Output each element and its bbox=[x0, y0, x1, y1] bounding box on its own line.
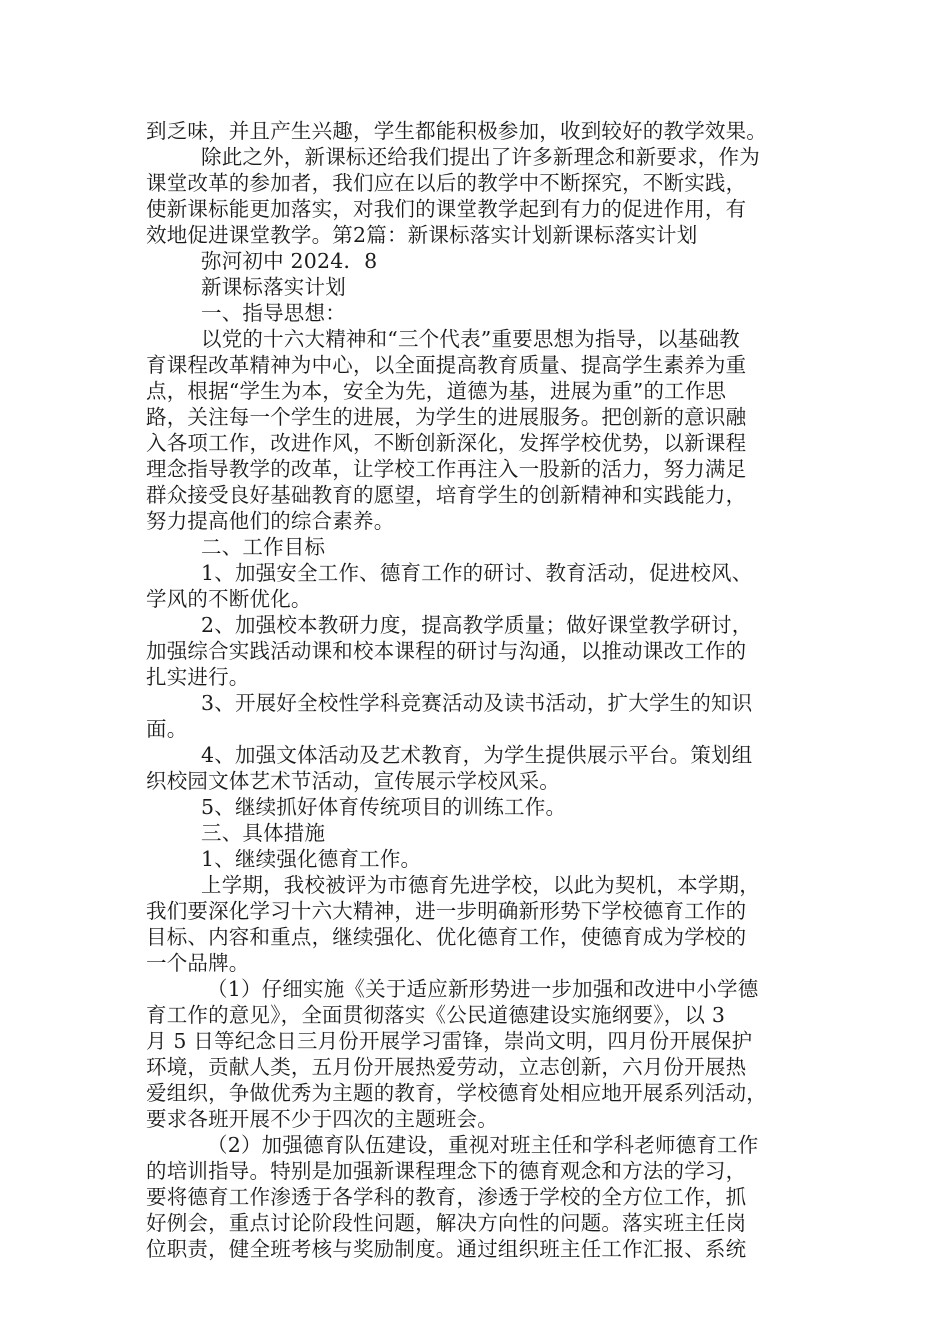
school-date-line: 弥河初中 2024．8 bbox=[201, 249, 378, 273]
text-line: 加强综合实践活动课和校本课程的研讨与沟通，以推动课改工作的 bbox=[146, 639, 747, 663]
text-line: 扎实进行。 bbox=[146, 665, 250, 689]
text-line: 育课程改革精神为中心，以全面提高教育质量、提高学生素养为重 bbox=[146, 353, 747, 377]
section-heading: 三、具体措施 bbox=[201, 821, 326, 845]
text-line: 学风的不断优化。 bbox=[146, 587, 312, 611]
text-line: 努力提高他们的综合素养。 bbox=[146, 509, 395, 533]
text-line: 月 5 日等纪念日三月份开展学习雷锋，崇尚文明，四月份开展保护 bbox=[146, 1029, 753, 1053]
plan-title: 新课标落实计划 bbox=[201, 275, 346, 299]
text-line: 好例会，重点讨论阶段性问题，解决方向性的问题。落实班主任岗 bbox=[146, 1211, 747, 1235]
text-line: 我们要深化学习十六大精神，进一步明确新形势下学校德育工作的 bbox=[146, 899, 747, 923]
text-line: 入各项工作，改进作风，不断创新深化，发挥学校优势，以新课程 bbox=[146, 431, 747, 455]
text-line: 位职责，健全班考核与奖励制度。通过组织班主任工作汇报、系统 bbox=[146, 1237, 747, 1261]
subsection-heading: 1、继续强化德育工作。 bbox=[201, 847, 422, 871]
text-line: 路，关注每一个学生的进展，为学生的进展服务。把创新的意识融 bbox=[146, 405, 747, 429]
document-body bbox=[146, 118, 810, 1262]
text-line: 环境，贡献人类，五月份开展热爱劳动，立志创新，六月份开展热 bbox=[146, 1055, 747, 1079]
list-item: 2、加强校本教研力度，提高教学质量；做好课堂教学研讨， bbox=[201, 613, 753, 637]
text-line: 爱组织，争做优秀为主题的教育，学校德育处相应地开展系列活动， bbox=[146, 1081, 767, 1105]
text-line: 一个品牌。 bbox=[146, 951, 250, 975]
list-item: 4、加强文体活动及艺术教育，为学生提供展示平台。策划组 bbox=[201, 743, 753, 767]
text-line: 除此之外，新课标还给我们提出了许多新理念和新要求，作为 bbox=[201, 145, 760, 169]
section-heading: 一、指导思想： bbox=[201, 301, 346, 325]
text-line: 面。 bbox=[146, 717, 188, 741]
list-item: 1、加强安全工作、德育工作的研讨、教育活动，促进校风、 bbox=[201, 561, 753, 585]
text-line: 课堂改革的参加者，我们应在以后的教学中不断探究，不断实践， bbox=[146, 171, 747, 195]
section-heading: 二、工作目标 bbox=[201, 535, 326, 559]
list-item: （2）加强德育队伍建设，重视对班主任和学科老师德育工作 bbox=[207, 1133, 759, 1157]
text-line: 点，根据“学生为本，安全为先，道德为基，进展为重”的工作思 bbox=[146, 379, 727, 403]
text-line: 理念指导教学的改革，让学校工作再注入一股新的活力，努力满足 bbox=[146, 457, 747, 481]
text-line: 效地促进课堂教学。第2篇：新课标落实计划新课标落实计划 bbox=[146, 223, 698, 247]
list-item: 3、开展好全校性学科竞赛活动及读书活动，扩大学生的知识 bbox=[201, 691, 753, 715]
text-line: 以党的十六大精神和“三个代表”重要思想为指导，以基础教 bbox=[201, 327, 740, 351]
text-line: 使新课标能更加落实，对我们的课堂教学起到有力的促进作用，有 bbox=[146, 197, 747, 221]
text-line: 群众接受良好基础教育的愿望，培育学生的创新精神和实践能力， bbox=[146, 483, 747, 507]
text-line: 的培训指导。特别是加强新课程理念下的德育观念和方法的学习， bbox=[146, 1159, 747, 1183]
text-line: 要求各班开展不少于四次的主题班会。 bbox=[146, 1107, 498, 1131]
text-line: 育工作的意见》，全面贯彻落实《公民道德建设实施纲要》，以 3 bbox=[146, 1003, 726, 1027]
text-line: 织校园文体艺术节活动，宣传展示学校风采。 bbox=[146, 769, 560, 793]
text-line: 要将德育工作渗透于各学科的教育，渗透于学校的全方位工作，抓 bbox=[146, 1185, 747, 1209]
text-line: 目标、内容和重点，继续强化、优化德育工作，使德育成为学校的 bbox=[146, 925, 747, 949]
list-item: 5、继续抓好体育传统项目的训练工作。 bbox=[201, 795, 567, 819]
text-line: 上学期，我校被评为市德育先进学校，以此为契机，本学期， bbox=[201, 873, 760, 897]
text-line: 到乏味，并且产生兴趣，学生都能积极参加，收到较好的教学效果。 bbox=[146, 119, 767, 143]
list-item: （1）仔细实施《关于适应新形势进一步加强和改进中小学德 bbox=[207, 977, 759, 1001]
